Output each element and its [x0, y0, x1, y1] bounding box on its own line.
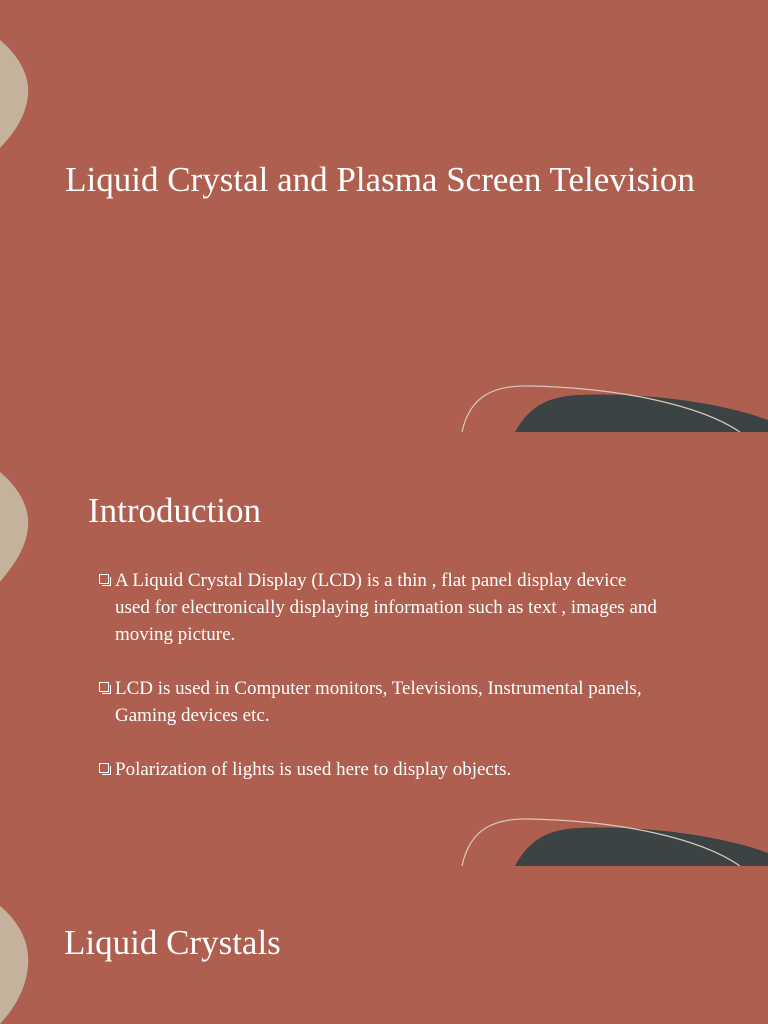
curve-line [462, 819, 740, 866]
checkbox-bullet-icon [99, 574, 109, 584]
bullet-item [97, 567, 657, 648]
beige-blob-shape [0, 472, 28, 582]
section-heading: Introduction [88, 491, 262, 530]
dark-wave-shape [515, 394, 768, 432]
bullet-item [97, 756, 657, 783]
beige-blob-shape [0, 906, 28, 1024]
beige-blob-shape [0, 40, 28, 148]
dark-wave-shape [515, 827, 768, 866]
slide-introduction [0, 432, 768, 866]
bullet-text: A Liquid Crystal Display (LCD) is a thin , flat panel display device used for electronically displaying information such as text , images and moving picture. [115, 570, 657, 645]
bullet-list [97, 567, 657, 810]
bullet-text: LCD is used in Computer monitors, Televisions, Instrumental panels, Gaming devices etc. [115, 678, 642, 726]
slide-title [0, 0, 768, 432]
checkbox-bullet-icon [99, 763, 109, 773]
bullet-text: Polarization of lights is used here to display objects. [115, 759, 512, 780]
checkbox-bullet-icon [99, 682, 109, 692]
slide-title-text: Liquid Crystal and Plasma Screen Television [65, 160, 695, 199]
slide-decoration [0, 0, 768, 432]
curve-line [462, 386, 740, 432]
slide-liquid-crystals [0, 866, 768, 1024]
section-heading: Liquid Crystals [64, 923, 281, 962]
bullet-item [97, 675, 657, 729]
